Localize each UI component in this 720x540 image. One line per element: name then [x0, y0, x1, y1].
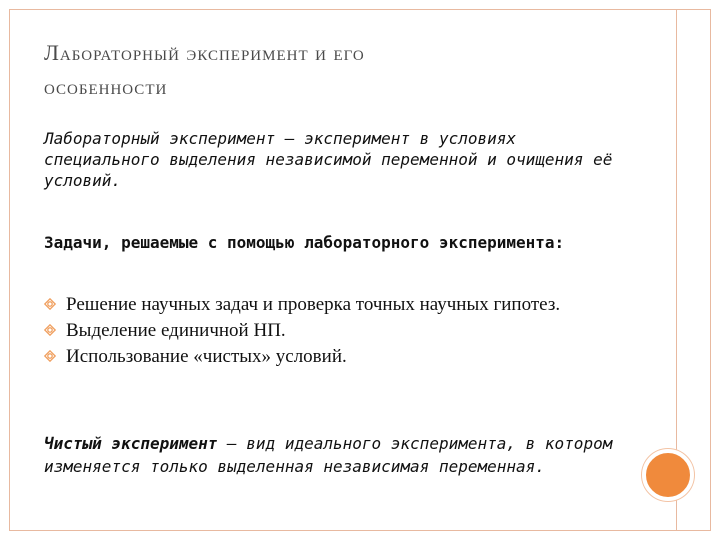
- diamond-bullet-icon: [44, 298, 56, 310]
- diamond-bullet-icon: [44, 350, 56, 362]
- pure-experiment-rest: – вид идеального эксперимента, в котором изменяется только выделенная независимая переменная.: [44, 434, 613, 476]
- title-line-1: Лабораторный эксперимент и его: [44, 40, 365, 65]
- pure-experiment-term: Чистый эксперимент: [44, 434, 218, 453]
- task-text: Решение научных задач и проверка точных научных гипотез.: [66, 294, 561, 315]
- tasks-heading: Задачи, решаемые с помощью лабораторного эксперимента:: [44, 233, 565, 252]
- list-item: [44, 293, 644, 316]
- definition-text: Лабораторный эксперимент – эксперимент в условиях специального выделения независимой переменной и очищения её условий.: [44, 129, 613, 190]
- pure-experiment-definition: [44, 432, 644, 478]
- tasks-list: [44, 293, 644, 371]
- slide-title: [44, 36, 644, 104]
- diamond-bullet-icon: [44, 324, 56, 336]
- task-text: Выделение единичной НП.: [66, 320, 286, 341]
- list-item: [44, 345, 644, 368]
- task-text: Использование «чистых» условий.: [66, 346, 347, 367]
- title-line-2: особенности: [44, 74, 168, 99]
- list-item: [44, 319, 644, 342]
- decorative-orange-circle: [642, 449, 694, 501]
